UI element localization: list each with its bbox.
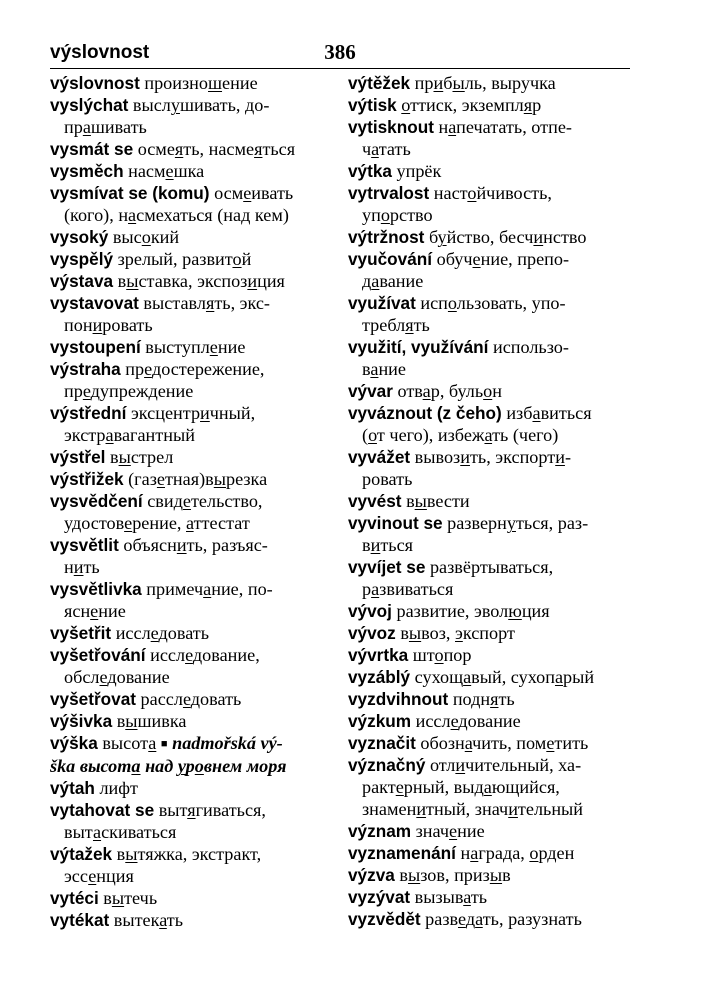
translation: зрелый, развитой: [117, 249, 252, 269]
entry-line: [50, 710, 330, 732]
entry-line: [348, 94, 632, 116]
entry-line: [50, 688, 330, 710]
entry-line: [348, 886, 632, 908]
translation: давание: [362, 271, 424, 291]
headword: vyvést: [348, 491, 402, 511]
entry-continuation: [348, 204, 632, 226]
headword: vyzvědět: [348, 909, 421, 929]
entry-continuation: [348, 358, 632, 380]
headword: výzkum: [348, 711, 412, 731]
entry-line: [348, 248, 632, 270]
headword: vysvětlivka: [50, 579, 142, 599]
translation: эксцентричный,: [130, 403, 256, 423]
entry-line: [348, 622, 632, 644]
entry-continuation: [348, 138, 632, 160]
headword: výtisk: [348, 95, 397, 115]
translation: значение: [415, 821, 485, 841]
entry-line: [50, 292, 330, 314]
headword: vytékat: [50, 910, 110, 930]
headword: význam: [348, 821, 412, 841]
headword: vytahovat se: [50, 800, 155, 820]
headword: vyšetřit: [50, 623, 112, 643]
entry-line: [348, 908, 632, 930]
translation: развиваться: [362, 579, 454, 599]
entry-continuation: [50, 666, 330, 688]
entry-line: [348, 864, 632, 886]
headword: výtka: [348, 161, 392, 181]
headword: vyzývat: [348, 887, 411, 907]
entry-line: [50, 644, 330, 666]
translation: вызов, призыв: [399, 865, 511, 885]
headword: využití, využívání: [348, 337, 489, 357]
translation: прашивать: [64, 117, 147, 137]
phrase-translation: высота над уровнем моря: [79, 756, 287, 776]
translation: насмешка: [128, 161, 205, 181]
entry-continuation: [348, 424, 632, 446]
entry-continuation: [348, 798, 632, 820]
entry-line: [50, 248, 330, 270]
headword: vývar: [348, 381, 393, 401]
translation: использовать, упо-: [420, 293, 566, 313]
headword: výstraha: [50, 359, 121, 379]
translation: награда, орден: [460, 843, 575, 863]
translation: свидетельство,: [147, 491, 263, 511]
headword: vytisknout: [348, 117, 434, 137]
headword: výtěžek: [348, 73, 411, 93]
page-number: 386: [324, 40, 356, 64]
entry-line: [50, 138, 330, 160]
entry-line: [348, 380, 632, 402]
translation: выстрел: [109, 447, 174, 467]
translation: обследование: [64, 667, 170, 687]
entry-continuation: [50, 424, 330, 446]
translation: нить: [64, 557, 100, 577]
headword: vývoz: [348, 623, 396, 643]
translation: разведать, разузнать: [425, 909, 582, 929]
entry-line: [50, 468, 330, 490]
translation: выставка, экспозиция: [117, 271, 285, 291]
translation: примечание, по-: [146, 579, 273, 599]
translation: отличительный, ха-: [429, 755, 582, 775]
headword: výška: [50, 733, 98, 753]
phrase: ška: [50, 756, 76, 776]
entry-line: [348, 116, 632, 138]
translation: развитие, эволюция: [396, 601, 550, 621]
phrase: nadmořská vý-: [172, 733, 283, 753]
headword: vyvážet: [348, 447, 411, 467]
right-column: [348, 72, 632, 930]
entry-line: [50, 534, 330, 556]
translation: развернуться, раз-: [447, 513, 589, 533]
entry-continuation: [50, 314, 330, 336]
translation: высокий: [112, 227, 180, 247]
headword: vyzdvihnout: [348, 689, 449, 709]
translation: буйство, бесчинство: [428, 227, 587, 247]
entry-line: [348, 644, 632, 666]
translation: (кого), насмехаться (над кем): [64, 205, 289, 225]
entry-line: [50, 182, 330, 204]
entry-line: [50, 160, 330, 182]
entry-continuation: [348, 776, 632, 798]
translation: треблять: [362, 315, 430, 335]
headword: vyváznout (z čeho): [348, 403, 502, 423]
translation: лифт: [99, 778, 138, 798]
entry-line: [348, 292, 632, 314]
translation: понировать: [64, 315, 153, 335]
entry-line: [50, 622, 330, 644]
headword: vysmívat se (komu): [50, 183, 210, 203]
translation: объяснить, разъяс-: [123, 535, 268, 555]
headword: výtažek: [50, 844, 113, 864]
entry-line: [348, 820, 632, 842]
translation: вывоз, экспорт: [400, 623, 515, 643]
translation: предупреждение: [64, 381, 194, 401]
headword: výstava: [50, 271, 114, 291]
translation: исследование,: [150, 645, 260, 665]
entry-line: [348, 732, 632, 754]
entry-continuation: [50, 600, 330, 622]
entry-line: [50, 777, 330, 799]
entry-continuation: [50, 380, 330, 402]
translation: вывести: [406, 491, 470, 511]
headword: vyznačit: [348, 733, 416, 753]
translation: расследовать: [140, 689, 242, 709]
translation: яснение: [64, 601, 126, 621]
entry-line: [50, 490, 330, 512]
entry-line: [50, 402, 330, 424]
headword: výtržnost: [348, 227, 425, 247]
headword: vyučování: [348, 249, 433, 269]
entry-line: [348, 72, 632, 94]
translation: избавиться: [506, 403, 592, 423]
translation: знаменитный, значительный: [362, 799, 583, 819]
entry-line: [348, 600, 632, 622]
entry-line: [50, 732, 330, 755]
translation: вытекать: [113, 910, 184, 930]
translation: отвар, бульон: [397, 381, 502, 401]
headword: vystoupení: [50, 337, 141, 357]
translation: вытаскиваться: [64, 822, 177, 842]
translation: развёртываться,: [429, 557, 554, 577]
entry-line: [50, 226, 330, 248]
translation: рактерный, выдающийся,: [362, 777, 560, 797]
entry-line: [348, 490, 632, 512]
translation: вытяжка, экстракт,: [116, 844, 262, 864]
translation: обозначить, пометить: [420, 733, 589, 753]
headword: vytéci: [50, 888, 99, 908]
translation: исследовать: [115, 623, 210, 643]
entry-line: [50, 799, 330, 821]
translation: виться: [362, 535, 414, 555]
headword: vyšetřovat: [50, 689, 136, 709]
headword: vyzáblý: [348, 667, 411, 687]
headword: vyspělý: [50, 249, 114, 269]
entry-line: [348, 182, 632, 204]
translation: вание: [362, 359, 406, 379]
headword: vysvětlit: [50, 535, 119, 555]
translation: предостережение,: [125, 359, 265, 379]
headword: výstřižek: [50, 469, 124, 489]
entry-line: [348, 754, 632, 776]
translation: упорство: [362, 205, 433, 225]
translation: осмеивать: [214, 183, 294, 203]
headword: význačný: [348, 755, 426, 775]
page-header: [50, 40, 630, 69]
entry-line: [348, 446, 632, 468]
headword: vyslýchat: [50, 95, 129, 115]
entry-line: [50, 446, 330, 468]
headword: vyvíjet se: [348, 557, 426, 577]
headword: výslovnost: [50, 73, 140, 93]
entry-continuation: [348, 468, 632, 490]
translation: настойчивость,: [433, 183, 552, 203]
translation: штопор: [412, 645, 472, 665]
translation: ровать: [362, 469, 413, 489]
translation: исследование: [415, 711, 521, 731]
translation: вытечь: [103, 888, 158, 908]
entry-continuation: [50, 821, 330, 843]
entry-line: [348, 512, 632, 534]
translation: прибыль, выручка: [414, 73, 556, 93]
entry-continuation: [50, 116, 330, 138]
translation: высота: [102, 733, 157, 753]
entry-line: [348, 688, 632, 710]
translation: произношение: [144, 73, 258, 93]
running-head: výslovnost: [50, 42, 150, 63]
headword: výzva: [348, 865, 395, 885]
translation: выступление: [145, 337, 246, 357]
entry-line: [50, 94, 330, 116]
headword: vysměch: [50, 161, 124, 181]
entry-continuation: [50, 755, 330, 777]
headword: výstřel: [50, 447, 106, 467]
entry-line: [348, 556, 632, 578]
headword: vývrtka: [348, 645, 409, 665]
translation: вызывать: [414, 887, 488, 907]
entry-line: [348, 160, 632, 182]
left-column: [50, 72, 330, 931]
entry-continuation: [348, 578, 632, 600]
headword: vysmát se: [50, 139, 134, 159]
headword: využívat: [348, 293, 416, 313]
headword: vyvinout se: [348, 513, 443, 533]
entry-line: [50, 887, 330, 909]
entry-line: [348, 402, 632, 424]
entry-line: [50, 270, 330, 292]
translation: выслушивать, до-: [132, 95, 270, 115]
entry-continuation: [348, 534, 632, 556]
translation: эссенция: [64, 866, 134, 886]
entry-continuation: [50, 865, 330, 887]
headword: vysvědčení: [50, 491, 143, 511]
translation: (от чего), избежать (чего): [362, 425, 559, 445]
translation: вышивка: [116, 711, 187, 731]
translation: (газетная)вырезка: [128, 469, 268, 489]
entry-line: [348, 226, 632, 248]
translation: осмеять, насмеяться: [137, 139, 296, 159]
translation: использо-: [492, 337, 569, 357]
headword: vyšetřování: [50, 645, 146, 665]
translation: экстравагантный: [64, 425, 195, 445]
entry-continuation: [50, 512, 330, 534]
headword: vystavovat: [50, 293, 139, 313]
entry-line: [50, 909, 330, 931]
translation: вытягиваться,: [158, 800, 266, 820]
entry-line: [348, 336, 632, 358]
translation: упрёк: [396, 161, 442, 181]
entry-continuation: [348, 314, 632, 336]
headword: vývoj: [348, 601, 392, 621]
headword: vytrvalost: [348, 183, 430, 203]
headword: výšivka: [50, 711, 113, 731]
translation: напечатать, отпе-: [438, 117, 572, 137]
headword: vyznamenání: [348, 843, 456, 863]
translation: обучение, препо-: [436, 249, 570, 269]
headword: vysoký: [50, 227, 109, 247]
headword: výtah: [50, 778, 95, 798]
entry-line: [50, 72, 330, 94]
translation: выставлять, экс-: [143, 293, 270, 313]
entry-line: [50, 358, 330, 380]
entry-line: [50, 843, 330, 865]
entry-continuation: [50, 556, 330, 578]
entry-continuation: [50, 204, 330, 226]
entry-continuation: [348, 270, 632, 292]
translation: сухощавый, сухопарый: [414, 667, 595, 687]
entry-separator: ■: [160, 738, 168, 750]
entry-line: [348, 710, 632, 732]
headword: výstřední: [50, 403, 127, 423]
translation: чатать: [362, 139, 411, 159]
translation: вывозить, экспорти-: [414, 447, 571, 467]
entry-line: [50, 336, 330, 358]
translation: оттиск, экземпляр: [401, 95, 542, 115]
entry-line: [348, 666, 632, 688]
translation: поднять: [452, 689, 515, 709]
translation: удостоверение, аттестат: [64, 513, 250, 533]
entry-line: [348, 842, 632, 864]
entry-line: [50, 578, 330, 600]
